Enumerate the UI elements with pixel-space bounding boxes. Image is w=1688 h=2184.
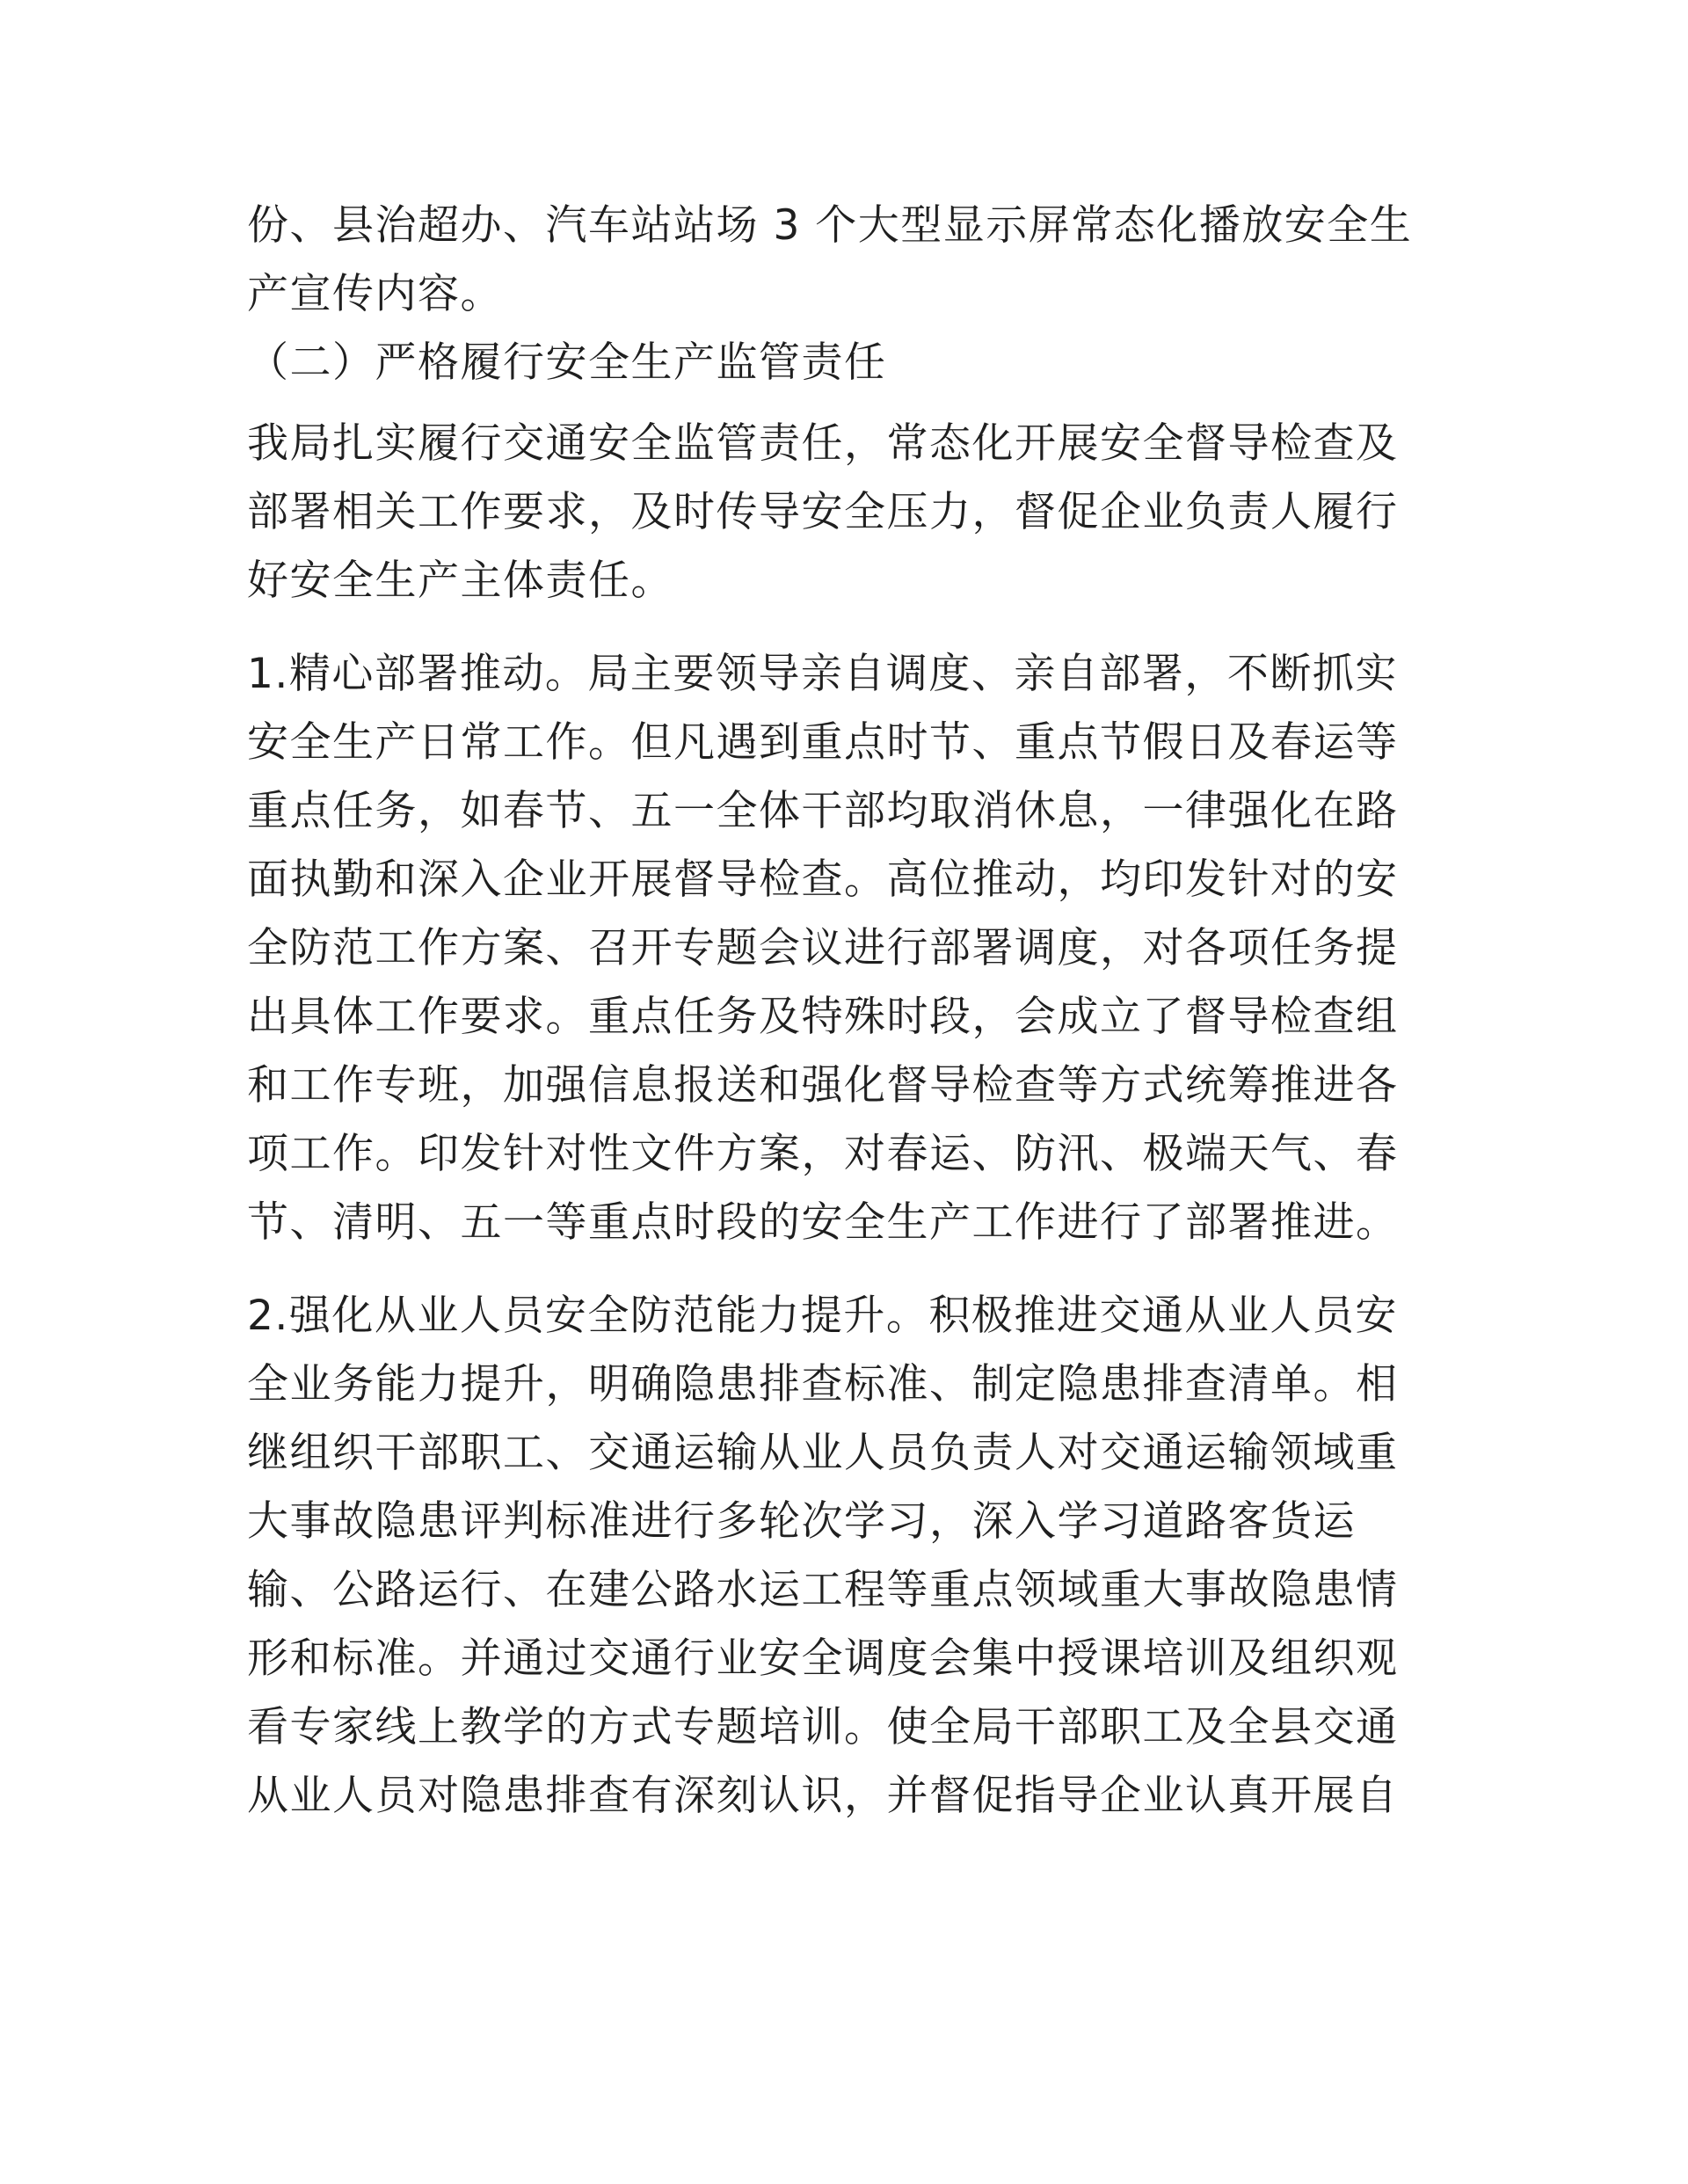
paragraph-intro: 我局扎实履行交通安全监管责任，常态化开展安全督导检查及 部署相关工作要求，及时传导安全压力，督促企业负责人履行 好安全生产主体责任。 bbox=[247, 419, 1399, 605]
section-heading: （二）严格履行安全生产监管责任 bbox=[247, 339, 887, 387]
paragraph-continuation: 份、县治超办、汽车站站场 3 个大型显示屏常态化播放安全生 产宣传内容。 bbox=[247, 201, 1413, 318]
paragraph-item-2: 2.强化从业人员安全防范能力提升。积极推进交通从业人员安 全业务能力提升，明确隐患排查标准、制定隐患排查清单。相 继组织干部职工、交通运输从业人员负责人对交通运输领域重 大事故隐患评判标准进行多轮次学习，深入学习道路客货运 输、公路运行、在建公路水运工程等重点领域重大事故隐患情 形和标准。并通过交通行业安全调度会集中授课培训及组织观 看专家线上教学的方式专题培训。使全局干部职工及全县交通 从业人员对隐患排查有深刻认识，并督促指导企业认真开展自 bbox=[247, 1292, 1399, 1820]
document-body bbox=[247, 192, 1443, 1831]
paragraph-item-1: 1.精心部署推动。局主要领导亲自调度、亲自部署，不断抓实 安全生产日常工作。但凡遇到重点时节、重点节假日及春运等 重点任务，如春节、五一全体干部均取消休息，一律强化在路 面执勤和深入企业开展督导检查。高位推动，均印发针对的安 全防范工作方案、召开专题会议进行部署调度，对各项任务提 出具体工作要求。重点任务及特殊时段，会成立了督导检查组 和工作专班，加强信息报送和强化督导检查等方式统筹推进各 项工作。印发针对性文件方案，对春运、防汛、极端天气、春 节、清明、五一等重点时段的安全生产工作进行了部署推进。 bbox=[247, 650, 1399, 1247]
